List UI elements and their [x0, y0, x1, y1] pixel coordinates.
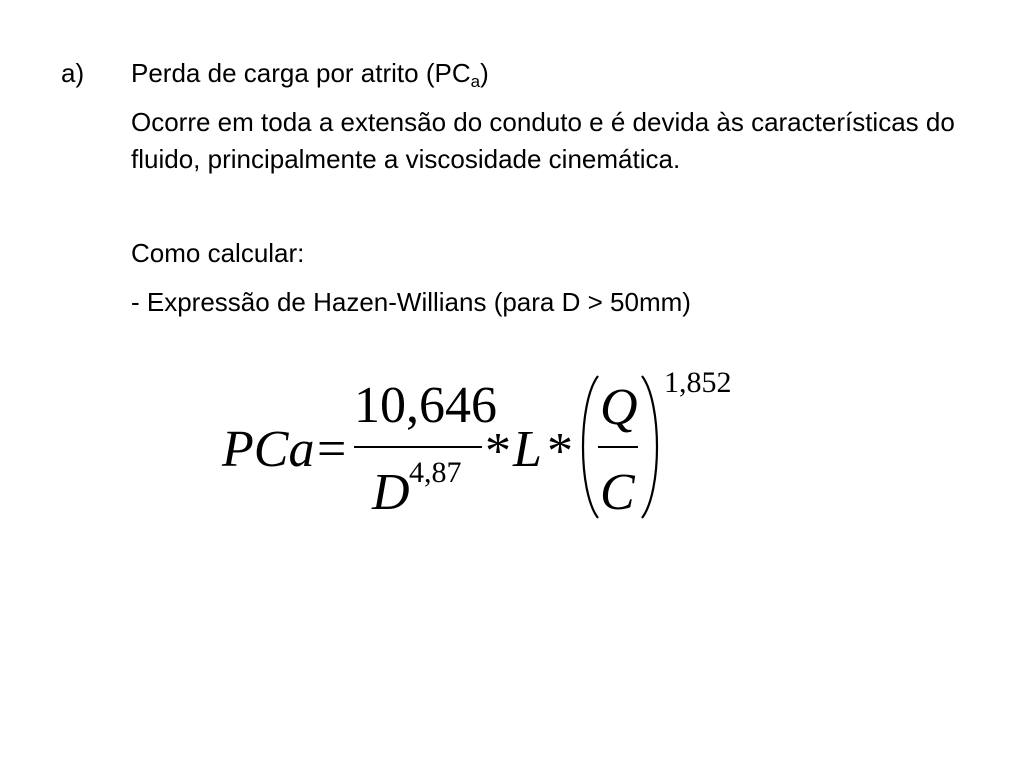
how-to-label: Como calcular: [131, 238, 305, 268]
formula-lhs: PCa [222, 421, 315, 478]
formula-denominator-var: D [372, 464, 410, 521]
formula-length-var: L [513, 421, 542, 478]
formula-inner-denominator: C [600, 464, 635, 521]
fraction-bar [354, 446, 482, 448]
formula-inner-numerator: Q [600, 379, 638, 436]
expression-label: - Expressão de Hazen-Willians (para D > 50mm) [131, 287, 691, 317]
heading-close: ) [480, 58, 489, 88]
formula-times-2: * [547, 423, 573, 480]
item-heading [131, 55, 489, 91]
list-marker: a) [61, 58, 85, 88]
right-parenthesis [638, 372, 666, 522]
heading-text: Perda de carga por atrito (PC [131, 58, 471, 88]
formula-numerator: 10,646 [354, 377, 497, 434]
inner-fraction-bar [598, 446, 638, 448]
formula-times-1: * [485, 423, 511, 480]
formula-equals: = [317, 421, 347, 478]
formula-denominator-exp: 4,87 [409, 456, 462, 489]
description-paragraph: Ocorre em toda a extensão do conduto e é devida às características do fluido, principalmente a viscosidade cinemática. [131, 107, 955, 174]
hazen-williams-formula [218, 360, 738, 530]
heading-subscript: a [470, 72, 481, 91]
formula-outer-exp: 1,852 [664, 366, 732, 399]
